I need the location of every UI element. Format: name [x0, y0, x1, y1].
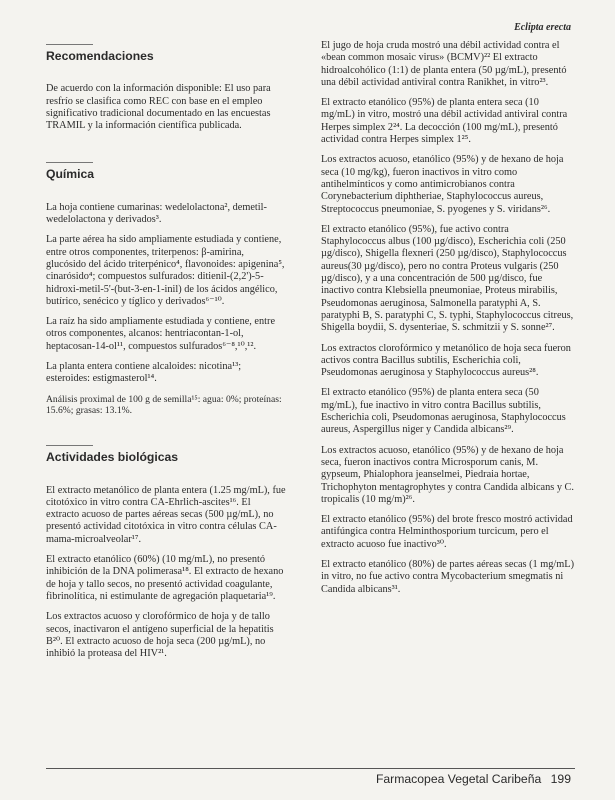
paragraph: El extracto etanólico (60%) (10 mg/mL), no presentó inhibición de la DNA polimerasa¹⁸. El extracto de hexano de hoja y tallo secos, no presentó actividad coagulante, fibrinolítica, ni estimulante de agregación plaquetaria¹⁹. [46, 554, 284, 602]
footer-page-number: 199 [550, 772, 571, 786]
right-column [321, 40, 575, 604]
section-actividades-biologicas [46, 445, 286, 660]
section-quimica [46, 162, 286, 417]
paragraph: El extracto etanólico (95%), fue activo contra Staphylococcus albus (100 µg/disco), Escherichia coli (250 µg/disco), Shigella flexneri (250 µg/disco), Staphylococcus aureus(30 µg/disco), pero no contra Proteus vulgaris (250 µg/disco), y a una concentración de 500 µg/disco, fue inactivo contra Klebsiella pneumoniae, Proteus mirabilis, Pseudomonas aeruginosa, Salmonella paratyphi A, S. paratyphi B, S. paratyphi C, S. typhi, Staphylococcus citreus, Shigella boydii, S. dysenteriae, S. schmitzii y S. sonne²⁷. [321, 223, 574, 334]
paragraph: Los extractos acuoso, etanólico (95%) y de hexano de hoja seca, fueron inactivos contra Microsporum canis, M. gypseum, Phialophora jeanselmei, Piedraia hortae, Trichophyton mentagrophytes y contra Candida albicans y C. tropicalis (10 mg/m)²⁶. [321, 444, 574, 505]
paragraph: La hoja contiene cumarinas: wedelolactona², demetil-wedelolactona y derivados³. [46, 201, 267, 226]
footer-rule [46, 768, 575, 769]
page-footer [376, 772, 571, 786]
paragraph: El extracto metanólico de planta entera (1.25 mg/mL), fue citotóxico in vitro contra CA-Ehrlich-ascites¹⁶. El extracto acuoso de partes aéreas secas (500 µg/mL), no presentó actividad citotóxica in vitro contra células CA-mama-microalveolar¹⁷. [46, 484, 286, 545]
paragraph: El extracto etanólico (95%) de planta entera seca (10 mg/mL) in vitro, mostró una débil actividad antiviral contra Herpes simplex 2²⁴. La decocción (100 mg/mL), presentó actividad contra Herpes simplex 1²⁵. [321, 97, 568, 146]
footer-book-title: Farmacopea Vegetal Caribeña [375, 772, 542, 786]
section-title: Actividades biológicas [46, 450, 179, 465]
paragraph: Los extractos acuoso, etanólico (95%) y de hexano de hoja seca (10 mg/kg), fueron inactivos in vitro como antihelmínticos y como antimicrobianos contra Corynebacterium diphtheriae, Staphylococcus aureus, Streptococcus pneumoniae, S. pyogenes y S. viridans²⁶. [321, 154, 564, 215]
section-rule [46, 162, 93, 163]
paragraph: La raíz ha sido ampliamente estudiada y contiene, entre otros componentes, alcanos: hentriacontan-1-ol, heptacosan-14-ol¹¹, compuestos sulfurados⁶⁻⁸,¹⁰,¹². [46, 316, 276, 352]
proximal-analysis-paragraph: Análisis proximal de 100 g de semilla¹⁵: agua: 0%; proteínas: 15.6%; grasas: 13.1%. [46, 393, 282, 417]
paragraph: De acuerdo con la información disponible: El uso para resfrío se clasifica como REC con base en el empleo significativo tradicional documentado en las encuestas TRAMIL y la información científica publicada. [46, 83, 271, 132]
paragraph: La parte aérea ha sido ampliamente estudiada y contiene, entre otros componentes, triterpenos: β-amirina, glucósido del ácido triterpénico⁴, flavonoides: apigenina⁵, cinarósido⁴; compuestos sulfurados: ditienil-(2,2')-5-hidroxi-metil-5'-(but-3-en-1-inil) de los ácidos angélico, butírico, senécico y tíglico y derivados⁶⁻¹⁰. [46, 234, 285, 307]
paragraph: El extracto etanólico (95%) del brote fresco mostró actividad antifúngica contra Helminthosporium turcicum, pero el extracto acuoso fue inactivo³⁰. [321, 514, 573, 550]
paragraph: Los extractos clorofórmico y metanólico de hoja seca fueron activos contra Bacillus subtilis, Escherichia coli, Pseudomonas aeruginosa y Staphylococcus aureus²⁸. [321, 342, 571, 379]
section-rule [46, 44, 93, 45]
paragraph: Los extractos acuoso y clorofórmico de hoja y de tallo secos, inactivaron el antígeno superficial de la hepatitis B²⁰. El extracto acuoso de hoja seca (200 µg/mL), no inhibió la proteasa del HIV²¹. [46, 611, 274, 660]
paragraph: El jugo de hoja cruda mostró una débil actividad contra el «bean common mosaic virus» (BCMV)²² El extracto hidroalcohólico (1:1) de planta entera (50 µg/mL), presentó una débil actividad antiviral contra Ranikhet, in vitro²³. [321, 40, 567, 88]
paragraph: La planta entera contiene alcaloides: nicotina¹³; esteroides: estigmasterol¹⁴. [46, 361, 242, 385]
running-header-title: Eclipta erecta [514, 22, 571, 33]
section-title: Química [46, 167, 95, 182]
paragraph: El extracto etanólico (80%) de partes aéreas secas (1 mg/mL) in vitro, no fue activo contra Mycobacterium smegmatis ni Candida albicans³¹. [321, 558, 575, 595]
section-rule [46, 445, 93, 446]
section-recomendaciones [46, 44, 286, 132]
paragraph: El extracto etanólico (95%) de planta entera seca (50 mg/mL), fue inactivo in vitro contra Bacillus subtilis, Escherichia coli, Pseudomonas aeruginosa, Staphylococcus aureus, Aspergillus niger y Candida albicans²⁹. [321, 387, 566, 436]
section-title: Recomendaciones [46, 49, 154, 63]
left-column [46, 40, 286, 676]
